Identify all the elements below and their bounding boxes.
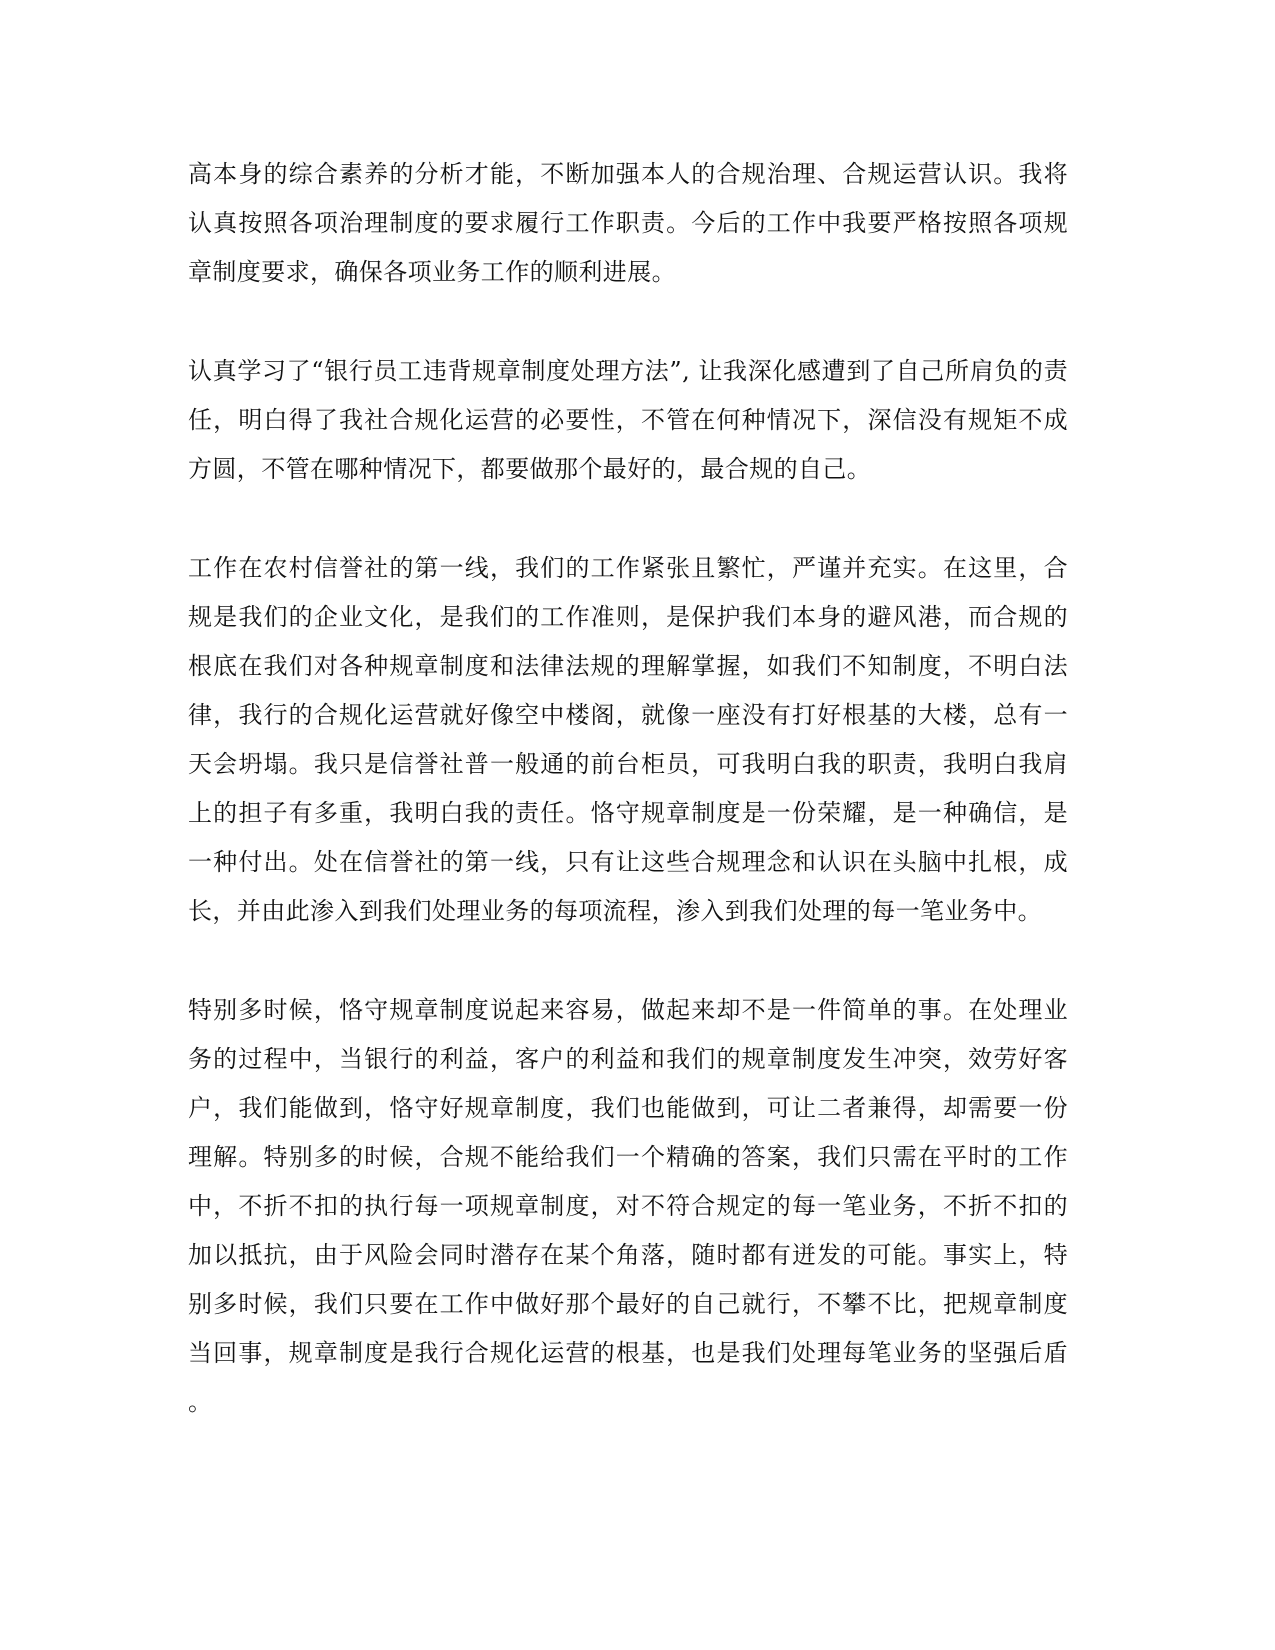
text-line: 认真按照各项治理制度的要求履行工作职责。今后的工作中我要严格按照各项规 (188, 209, 1068, 237)
text-line: 务的过程中，当银行的利益，客户的利益和我们的规章制度发生冲突，效劳好客 (188, 1045, 1068, 1073)
text-line: 长，并由此渗入到我们处理业务的每项流程，渗入到我们处理的每一笔业务中。 (188, 897, 1042, 925)
text-line: 。 (188, 1388, 213, 1416)
text-line: 天会坍塌。我只是信誉社普一般通的前台柜员，可我明白我的职责，我明白我肩 (188, 750, 1068, 778)
text-line: 户，我们能做到，恪守好规章制度，我们也能做到，可让二者兼得，却需要一份 (188, 1094, 1068, 1122)
paragraph-3 (188, 544, 1068, 936)
text-line: 理解。特别多的时候，合规不能给我们一个精确的答案，我们只需在平时的工作 (188, 1143, 1068, 1171)
paragraph-2 (188, 347, 1068, 494)
text-line: 认真学习了“银行员工违背规章制度处理方法”, 让我深化感遭到了自己所肩负的责 (188, 357, 1068, 385)
text-line: 别多时候，我们只要在工作中做好那个最好的自己就行，不攀不比，把规章制度 (188, 1290, 1068, 1318)
text-line: 工作在农村信誉社的第一线，我们的工作紧张且繁忙，严谨并充实。在这里，合 (188, 554, 1068, 582)
document-body (188, 150, 1068, 1477)
text-line: 方圆，不管在哪种情况下，都要做那个最好的，最合规的自己。 (188, 455, 872, 483)
text-line: 律，我行的合规化运营就好像空中楼阁，就像一座没有打好根基的大楼，总有一 (188, 701, 1068, 729)
text-line: 当回事，规章制度是我行合规化运营的根基，也是我们处理每笔业务的坚强后盾 (188, 1339, 1068, 1367)
text-line: 章制度要求，确保各项业务工作的顺利进展。 (188, 258, 676, 286)
paragraph-1 (188, 150, 1068, 297)
text-line: 高本身的综合素养的分析才能，不断加强本人的合规治理、合规运营认识。我将 (188, 160, 1068, 188)
text-line: 根底在我们对各种规章制度和法律法规的理解掌握，如我们不知制度，不明白法 (188, 652, 1068, 680)
text-line: 中，不折不扣的执行每一项规章制度，对不符合规定的每一笔业务，不折不扣的 (188, 1192, 1068, 1220)
text-line: 加以抵抗，由于风险会同时潜存在某个角落，随时都有迸发的可能。事实上，特 (188, 1241, 1068, 1269)
text-line: 任，明白得了我社合规化运营的必要性，不管在何种情况下，深信没有规矩不成 (188, 406, 1068, 434)
text-line: 规是我们的企业文化，是我们的工作准则，是保护我们本身的避风港，而合规的 (188, 603, 1068, 631)
text-line: 上的担子有多重，我明白我的责任。恪守规章制度是一份荣耀，是一种确信，是 (188, 799, 1068, 827)
text-line: 特别多时候，恪守规章制度说起来容易，做起来却不是一件简单的事。在处理业 (188, 996, 1068, 1024)
paragraph-4 (188, 986, 1068, 1427)
text-line: 一种付出。处在信誉社的第一线，只有让这些合规理念和认识在头脑中扎根，成 (188, 848, 1068, 876)
